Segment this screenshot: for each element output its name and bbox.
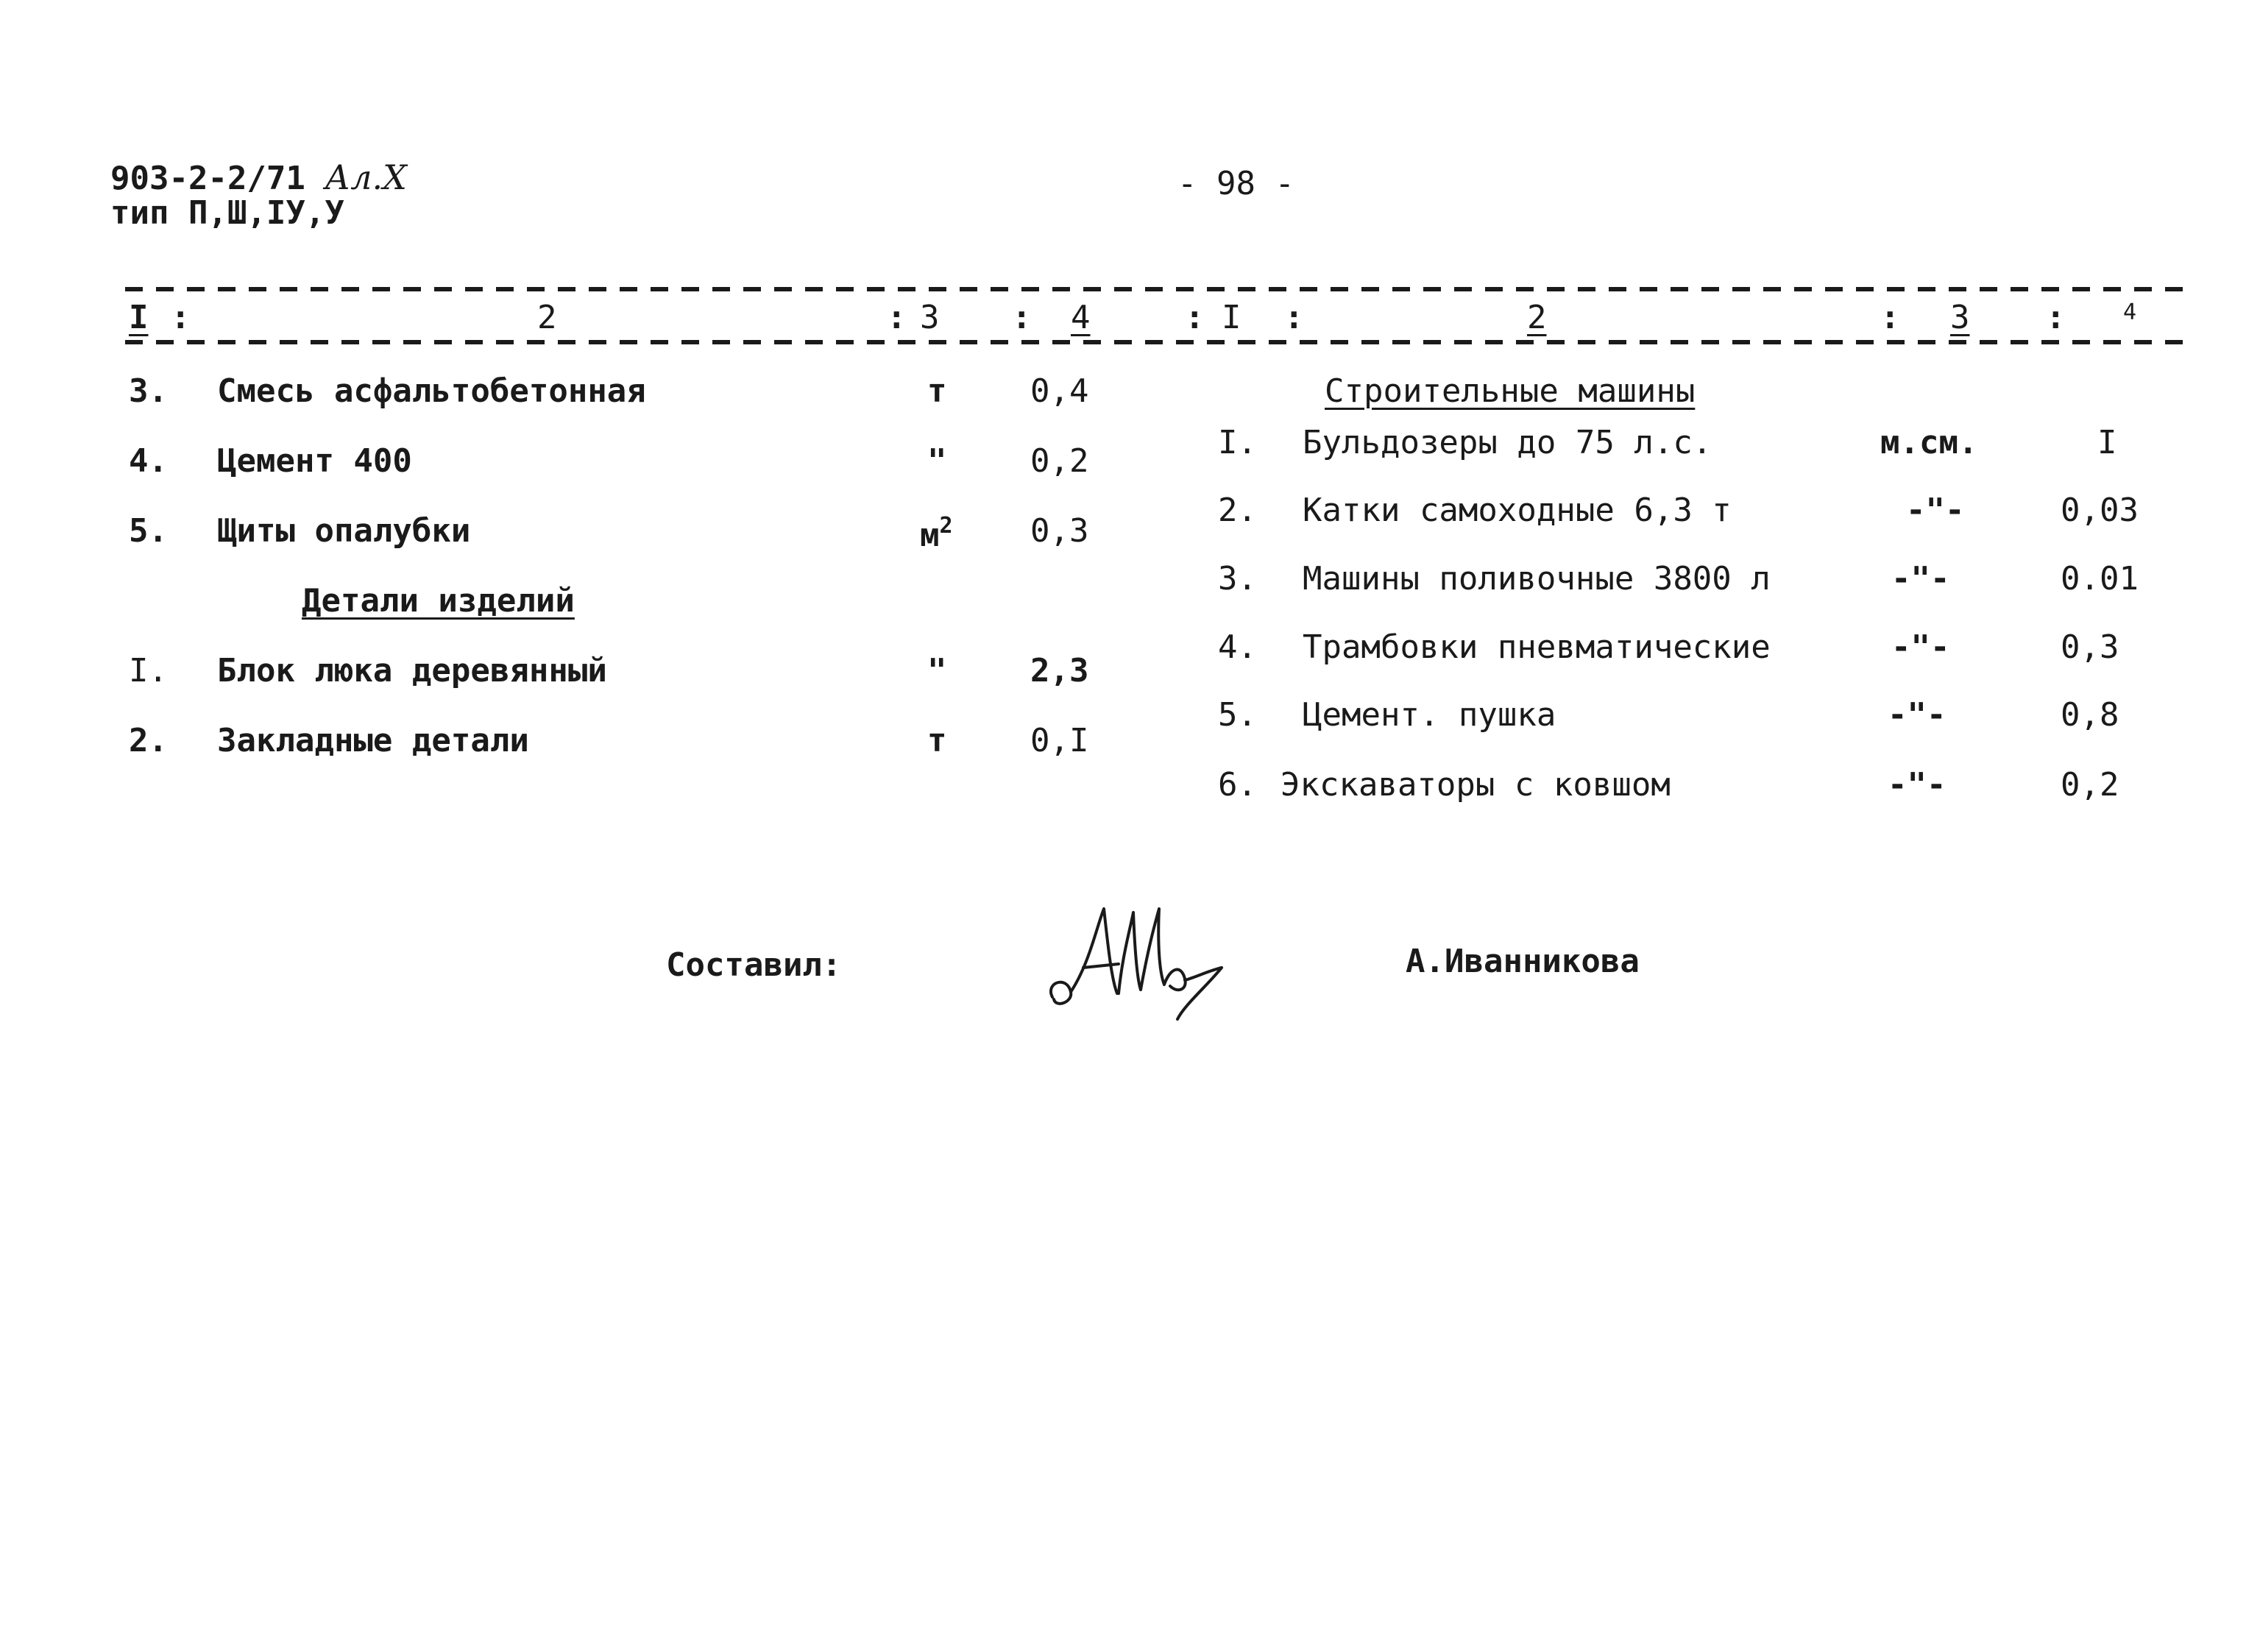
row-number: 4.	[129, 442, 168, 480]
row-unit: -"-	[1891, 628, 1950, 666]
row-value: 0,03	[2061, 492, 2139, 529]
section-title-machines: Строительные машины	[1325, 372, 1696, 410]
row-name: Цемент. пушка	[1303, 696, 1556, 734]
col-sep: :	[2046, 299, 2066, 336]
row-number: 3.	[1218, 560, 1257, 598]
col-sep: :	[171, 299, 191, 336]
col-sep: :	[1284, 299, 1304, 336]
row-number: 4.	[1218, 628, 1257, 666]
page-number: - 98 -	[1177, 165, 1294, 202]
row-unit: "	[927, 652, 947, 689]
signature-mark	[1038, 898, 1236, 1023]
compiled-label: Составил:	[666, 946, 842, 984]
unit-superscript: 2	[939, 513, 953, 539]
row-name: Закладные детали	[217, 722, 529, 759]
col-header-right-3: 3	[1950, 299, 1970, 336]
col-sep: :	[1185, 299, 1205, 336]
row-number: 2.	[129, 722, 168, 759]
row-number: 6.	[1218, 766, 1257, 804]
row-value: 0,8	[2061, 696, 2119, 734]
row-name: Блок люка деревянный	[217, 652, 607, 689]
row-unit: т	[927, 722, 947, 759]
row-value: 0.01	[2061, 560, 2139, 598]
row-number: I.	[1218, 424, 1257, 461]
row-value: 0,3	[1030, 512, 1089, 550]
col-header-right-1: I	[1222, 299, 1241, 336]
doc-code	[110, 157, 407, 197]
row-number: 3.	[129, 372, 168, 410]
col-header-right-4: 4	[2123, 299, 2137, 325]
unit-base: м	[920, 517, 940, 554]
row-number: 5.	[1218, 696, 1257, 734]
row-unit: -"-	[1891, 560, 1950, 598]
row-name: Бульдозеры до 75 л.с.	[1303, 424, 1712, 461]
row-value: 0,2	[1030, 442, 1089, 480]
row-name: Смесь асфальтобетонная	[217, 372, 646, 410]
col-header-left-1: I	[129, 299, 149, 336]
header-rule	[125, 340, 2193, 344]
row-unit	[920, 515, 953, 552]
type-line: тип П,Ш,IУ,У	[110, 194, 344, 232]
col-sep: :	[887, 299, 907, 336]
row-unit: м.см.	[1880, 424, 1978, 461]
row-value: I	[2097, 424, 2117, 461]
row-value: 0,3	[2061, 628, 2119, 666]
row-unit: -"-	[1888, 696, 1946, 734]
col-sep: :	[1880, 299, 1900, 336]
row-name: Трамбовки пневматические	[1303, 628, 1771, 666]
top-rule	[125, 287, 2193, 291]
row-unit: -"-	[1888, 766, 1946, 804]
row-unit: т	[927, 372, 947, 410]
row-number: 5.	[129, 512, 168, 550]
row-value: 0,4	[1030, 372, 1089, 410]
row-name: Катки самоходные 6,3 т	[1303, 492, 1732, 529]
col-header-left-4: 4	[1071, 299, 1091, 336]
row-value: 0,2	[2061, 766, 2119, 804]
row-name: Машины поливочные 3800 л	[1303, 560, 1771, 598]
row-name: Цемент 400	[217, 442, 412, 480]
row-name: Экскаваторы с ковшом	[1280, 766, 1671, 804]
section-title-details: Детали изделий	[302, 582, 575, 620]
signer-name: А.Иванникова	[1406, 943, 1640, 980]
col-header-left-2: 2	[537, 299, 557, 336]
row-unit: -"-	[1906, 492, 1965, 529]
row-value: 0,I	[1030, 722, 1089, 759]
col-header-right-2: 2	[1527, 299, 1547, 336]
row-number: I.	[129, 652, 168, 689]
col-header-left-3: 3	[920, 299, 940, 336]
col-sep: :	[1012, 299, 1032, 336]
row-unit: "	[927, 442, 947, 480]
row-value: 2,3	[1030, 652, 1089, 689]
doc-code-text: 903-2-2/71	[110, 160, 305, 197]
doc-code-note: Ал.Х	[325, 157, 407, 197]
row-number: 2.	[1218, 492, 1257, 529]
row-name: Щиты опалубки	[217, 512, 471, 550]
